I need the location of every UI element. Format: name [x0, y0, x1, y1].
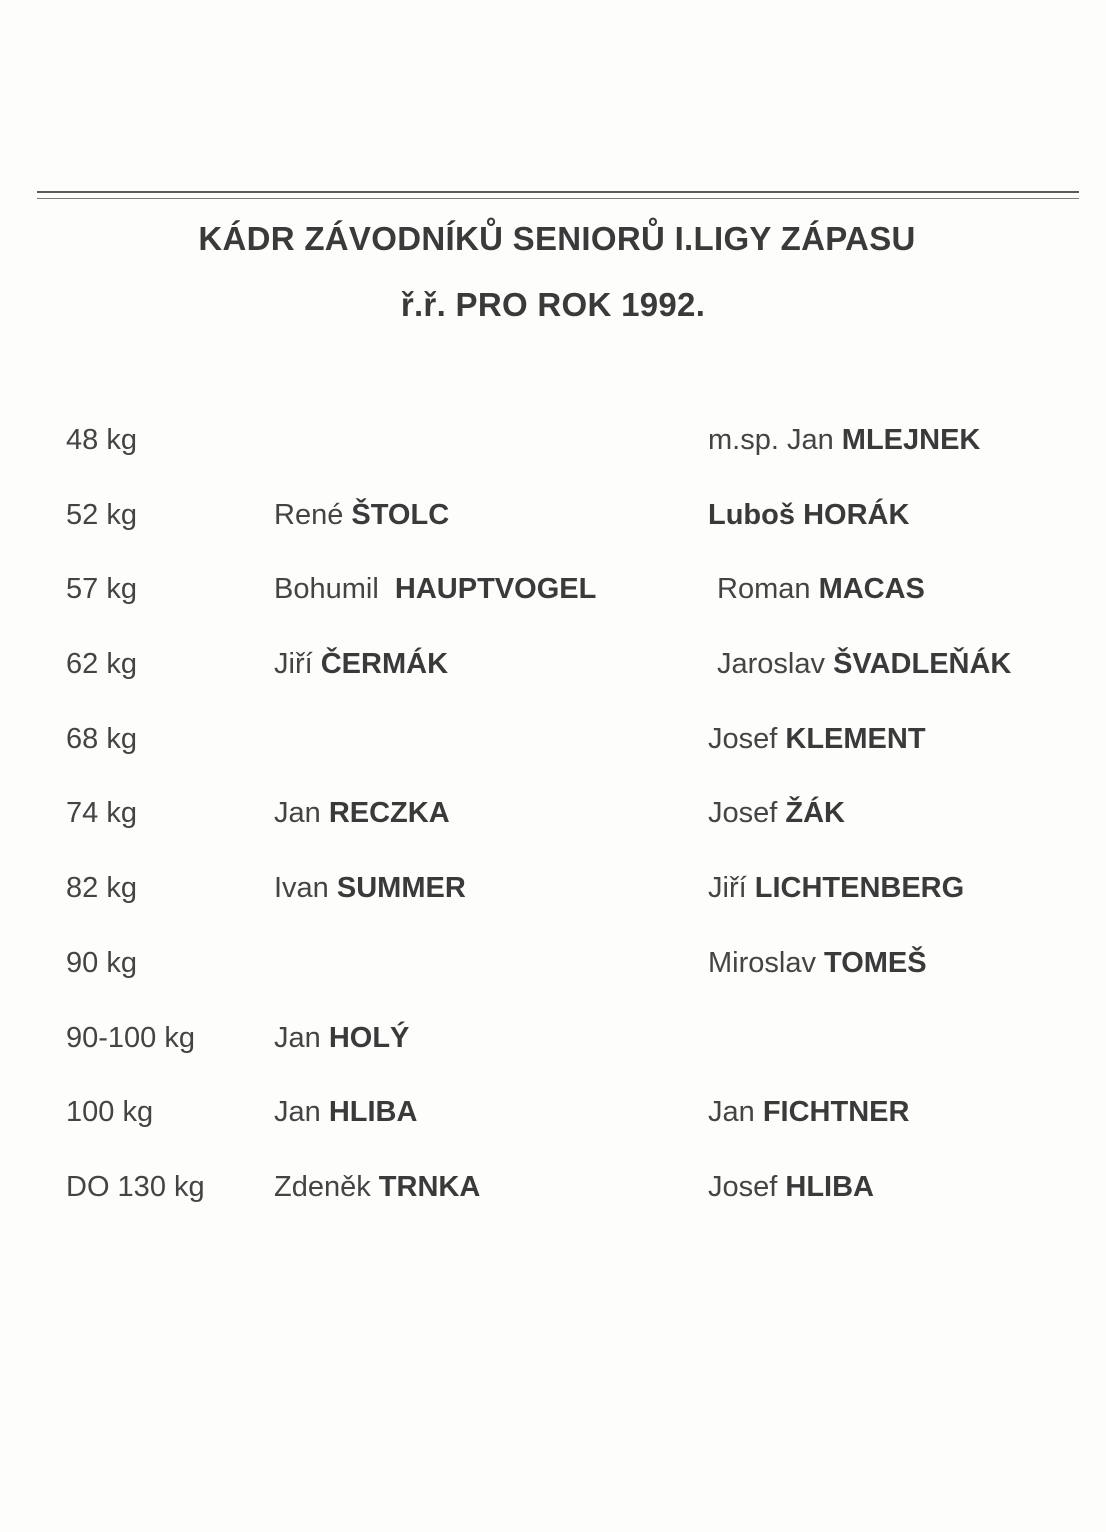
- roster-row: [0, 868, 1106, 943]
- roster-row: [0, 644, 1106, 719]
- wrestler-surname: ČERMÁK: [320, 648, 449, 681]
- wrestler-b: [708, 872, 964, 905]
- wrestler-b: [708, 424, 980, 457]
- wrestler-surname: HAUPTVOGEL: [394, 573, 597, 606]
- roster-row: [0, 793, 1106, 868]
- wrestler-surname: MACAS: [818, 573, 925, 606]
- roster-list: [0, 420, 1106, 1242]
- roster-row: [0, 420, 1106, 495]
- document-subtitle: ř.ř. PRO ROK 1992.: [400, 286, 706, 323]
- roster-row: [0, 569, 1106, 644]
- wrestler-a: [274, 648, 448, 681]
- wrestler-first-name: Josef: [708, 1170, 778, 1203]
- wrestler-first-name: Bohumil: [274, 573, 379, 606]
- wrestler-first-name: Jan: [274, 1021, 321, 1054]
- wrestler-first-name: René: [274, 498, 344, 531]
- weight-class: 74 kg: [66, 797, 137, 830]
- wrestler-first-name: m.sp. Jan: [708, 424, 834, 456]
- wrestler-first-name: Josef: [708, 797, 778, 830]
- weight-class: 82 kg: [66, 872, 137, 905]
- wrestler-b: [708, 1096, 909, 1129]
- wrestler-first-name: Jiří: [274, 648, 313, 681]
- wrestler-surname: SUMMER: [336, 872, 466, 905]
- wrestler-surname: TOMEŠ: [824, 946, 927, 979]
- wrestler-first-name: Jaroslav: [717, 648, 825, 681]
- wrestler-a: [274, 573, 596, 606]
- wrestler-first-name: Josef: [708, 722, 778, 755]
- roster-row: [0, 495, 1106, 570]
- wrestler-b: [708, 1171, 874, 1204]
- wrestler-b: [708, 797, 845, 830]
- wrestler-surname: HORÁK: [803, 498, 910, 531]
- wrestler-surname: FICHTNER: [762, 1096, 910, 1129]
- wrestler-first-name: Jan: [274, 797, 321, 830]
- weight-class: DO 130 kg: [66, 1170, 205, 1203]
- wrestler-first-name: Jan: [274, 1096, 321, 1129]
- wrestler-surname: KLEMENT: [785, 722, 926, 755]
- weight-class: 62 kg: [66, 648, 137, 681]
- top-rule-thin: [37, 198, 1079, 199]
- weight-class: 48 kg: [66, 424, 137, 456]
- wrestler-surname: HLIBA: [328, 1096, 418, 1129]
- wrestler-b: [717, 573, 925, 606]
- wrestler-surname: ŠTOLC: [351, 498, 450, 531]
- wrestler-first-name: Jan: [708, 1096, 755, 1129]
- wrestler-a: [274, 499, 449, 532]
- roster-row: [0, 943, 1106, 1018]
- wrestler-surname: ŽÁK: [785, 797, 845, 830]
- wrestler-first-name: Ivan: [274, 872, 329, 905]
- roster-row: [0, 1092, 1106, 1167]
- wrestler-surname: HLIBA: [785, 1170, 874, 1203]
- wrestler-first-name: Miroslav: [708, 946, 816, 979]
- wrestler-surname: RECZKA: [328, 797, 450, 830]
- wrestler-surname: HOLÝ: [328, 1021, 410, 1054]
- wrestler-b: [708, 723, 926, 756]
- wrestler-a: [274, 1171, 480, 1204]
- wrestler-a: [274, 872, 466, 905]
- wrestler-b: [717, 648, 1011, 681]
- wrestler-surname: LICHTENBERG: [754, 872, 965, 905]
- roster-row: [0, 1167, 1106, 1242]
- wrestler-a: [274, 797, 450, 830]
- roster-row: [0, 1018, 1106, 1093]
- wrestler-first-name: Luboš: [708, 498, 795, 531]
- wrestler-surname: MLEJNEK: [841, 424, 981, 456]
- top-rule: [37, 191, 1079, 193]
- wrestler-a: [274, 1096, 417, 1129]
- wrestler-b: [708, 947, 927, 980]
- document-title: KÁDR ZÁVODNÍKŮ SENIORŮ I.LIGY ZÁPASU: [198, 220, 916, 257]
- wrestler-surname: ŠVADLEŇÁK: [833, 648, 1012, 681]
- weight-class: 52 kg: [66, 498, 137, 531]
- wrestler-first-name: Zdeněk: [274, 1170, 371, 1203]
- wrestler-a: [274, 1022, 409, 1055]
- weight-class: 68 kg: [66, 722, 137, 755]
- weight-class: 57 kg: [66, 573, 137, 606]
- wrestler-surname: TRNKA: [378, 1170, 481, 1203]
- weight-class: 100 kg: [66, 1096, 154, 1129]
- wrestler-b: [708, 499, 909, 532]
- wrestler-first-name: Roman: [717, 573, 811, 606]
- weight-class: 90-100 kg: [66, 1021, 195, 1054]
- roster-row: [0, 719, 1106, 794]
- weight-class: 90 kg: [66, 946, 137, 979]
- wrestler-first-name: Jiří: [708, 872, 747, 905]
